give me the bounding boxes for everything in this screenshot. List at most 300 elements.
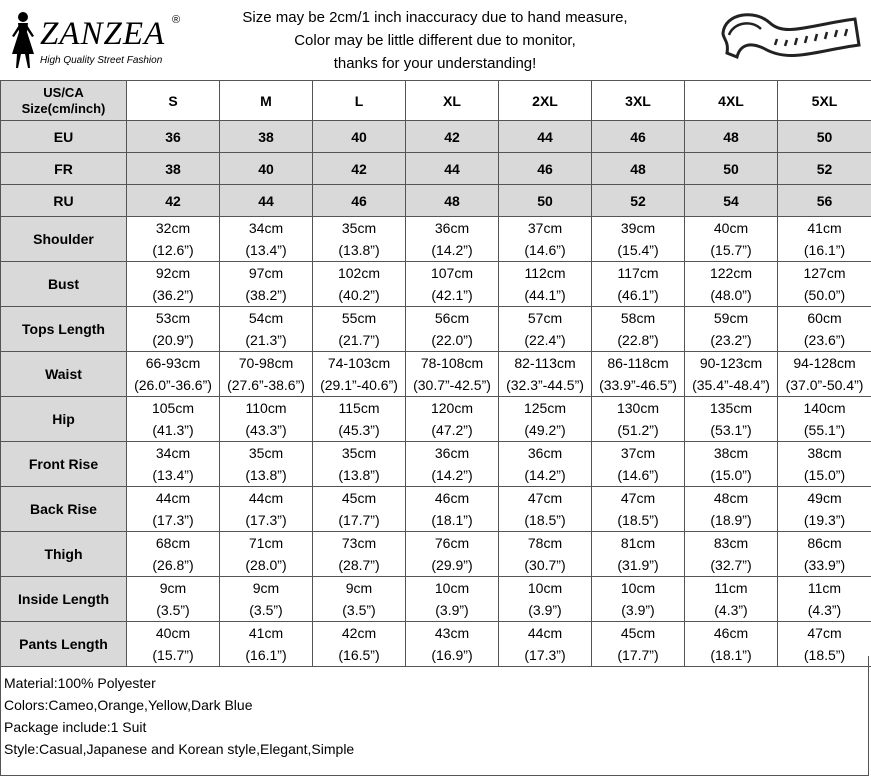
cm-value: 125cm [523,400,567,416]
conversion-cell: 52 [778,153,871,185]
cm-value: 35cm [341,220,377,236]
inch-value: (23.6”) [803,332,846,348]
cm-value: 58cm [620,310,656,326]
inch-value: (30.7”) [524,557,566,573]
cm-value: 37cm [620,445,656,461]
conversion-cell: 46 [499,153,592,185]
inch-value: (29.9”) [431,557,473,573]
inch-value: (18.5”) [617,512,659,528]
cm-value: 47cm [620,490,656,506]
conversion-cell: 42 [406,121,499,153]
cm-value: 82-113cm [514,355,576,371]
inch-value: (16.5”) [338,647,380,663]
inch-value: (46.1”) [617,287,659,303]
cm-value: 39cm [620,220,656,236]
measurement-cell [406,397,499,442]
inch-value: (17.3”) [524,647,566,663]
cm-value: 73cm [341,535,377,551]
measurement-cell [127,577,220,622]
cm-value: 34cm [155,445,191,461]
measurement-cell [127,397,220,442]
measurement-cell [499,397,592,442]
inch-value: (15.0”) [803,467,846,483]
brand-tagline: High Quality Street Fashion [40,55,163,66]
notice-line: thanks for your understanding! [333,55,537,72]
cm-value: 9cm [252,580,280,596]
inch-value: (53.1”) [710,422,752,438]
conversion-cell: 42 [127,185,220,217]
inch-value: (30.7”-42.5”) [413,377,491,393]
cm-value: 45cm [620,625,656,641]
note-line: Colors:Cameo,Orange,Yellow,Dark Blue [4,697,253,713]
cm-value: 86cm [807,535,842,551]
measurement-cell [685,352,778,397]
inch-value: (35.4”-48.4”) [692,377,770,393]
inch-value: (15.7”) [152,647,194,663]
cm-value: 59cm [713,310,749,326]
note-line: Style:Casual,Japanese and Korean style,Elegant,Simple [4,741,355,757]
inch-value: (50.0”) [803,287,846,303]
cm-value: 9cm [345,580,373,596]
inch-value: (32.3”-44.5”) [506,377,584,393]
inch-value: (27.6”-38.6”) [227,377,305,393]
row-label: Shoulder [1,217,127,262]
inch-value: (47.2”) [431,422,473,438]
measurement-cell [499,532,592,577]
measurement-cell [127,442,220,487]
measurement-cell [685,487,778,532]
cm-value: 83cm [713,535,749,551]
conversion-cell: 36 [127,121,220,153]
cm-value: 90-123cm [699,355,763,371]
cm-value: 120cm [430,400,474,416]
cm-value: 11cm [714,580,748,596]
cm-value: 54cm [248,310,284,326]
conversion-cell: 40 [220,153,313,185]
measurement-cell [499,577,592,622]
cm-value: 130cm [616,400,660,416]
cm-value: 135cm [709,400,753,416]
inch-value: (4.3”) [807,602,842,618]
measurement-cell [592,397,685,442]
cm-value: 68cm [155,535,191,551]
inch-value: (17.3”) [152,512,194,528]
inch-value: (38.2”) [245,287,287,303]
cm-value: 117cm [617,265,659,281]
conversion-cell: 50 [499,185,592,217]
brand-logo [6,6,206,72]
conversion-cell: 46 [313,185,406,217]
conversion-cell: 46 [592,121,685,153]
conversion-cell: 38 [220,121,313,153]
inch-value: (16.9”) [431,647,473,663]
inch-value: (22.8”) [617,332,659,348]
inch-value: (12.6”) [152,242,194,258]
measurement-cell [220,397,313,442]
inch-value: (23.2”) [710,332,752,348]
row-label: Inside Length [1,577,127,622]
cm-value: 60cm [807,310,842,326]
row-label: Front Rise [1,442,127,487]
cm-value: 78-108cm [420,355,484,371]
conversion-row [1,185,871,217]
row-label: Bust [1,262,127,307]
conversion-cell: 52 [592,185,685,217]
cm-value: 57cm [527,310,563,326]
conversion-cell: 54 [685,185,778,217]
measurement-cell [220,577,313,622]
inch-value: (16.1”) [245,647,287,663]
measurement-cell [406,442,499,487]
measurement-cell [685,577,778,622]
notice-line: Color may be little different due to monitor, [294,32,576,49]
measurement-cell [592,532,685,577]
corner-line: US/CA [43,84,84,100]
measurement-cell [778,577,871,622]
cm-value: 56cm [434,310,470,326]
cm-value: 110cm [245,400,287,416]
measurement-cell [313,577,406,622]
inch-value: (14.6”) [617,467,659,483]
inch-value: (43.3”) [245,422,287,438]
measurement-cell [778,442,871,487]
inch-value: (41.3”) [152,422,194,438]
measurement-cell [313,532,406,577]
inch-value: (13.8”) [338,242,380,258]
measurement-cell [592,442,685,487]
measurement-cell [685,532,778,577]
inch-value: (51.2”) [617,422,659,438]
measurement-cell [499,442,592,487]
cm-value: 40cm [155,625,191,641]
measurement-cell [685,397,778,442]
notice-text [205,6,665,75]
cm-value: 35cm [248,445,284,461]
cm-value: 38cm [807,445,842,461]
size-chart-table [0,80,871,667]
inch-value: (18.9”) [710,512,752,528]
cm-value: 49cm [807,490,842,506]
inch-value: (17.7”) [617,647,659,663]
cm-value: 140cm [803,400,846,416]
inch-value: (55.1”) [803,422,846,438]
inch-value: (28.7”) [338,557,380,573]
row-label: Hip [1,397,127,442]
inch-value: (14.2”) [431,242,473,258]
measurement-cell [499,262,592,307]
inch-value: (3.5”) [156,602,190,618]
inch-value: (3.9”) [528,602,562,618]
inch-value: (18.5”) [803,647,846,663]
inch-value: (33.9”) [803,557,846,573]
cm-value: 115cm [338,400,380,416]
inch-value: (21.3”) [245,332,287,348]
size-header: 5XL [778,81,871,121]
inch-value: (40.2”) [338,287,380,303]
size-header: XL [406,81,499,121]
header [0,0,871,80]
measurement-cell [313,487,406,532]
measurement-cell [313,262,406,307]
measurement-cell [220,352,313,397]
measurement-cell [778,307,871,352]
measurement-row [1,532,871,577]
inch-value: (15.7”) [710,242,752,258]
measurement-cell [406,532,499,577]
measurement-cell [127,487,220,532]
inch-value: (21.7”) [338,332,380,348]
note-line: Package include:1 Suit [4,719,147,735]
cm-value: 36cm [434,445,470,461]
measurement-cell [499,352,592,397]
cm-value: 41cm [248,625,284,641]
measurement-cell [499,487,592,532]
cm-value: 122cm [709,265,753,281]
inch-value: (14.6”) [524,242,566,258]
inch-value: (13.4”) [152,467,194,483]
measurement-cell [313,397,406,442]
measurement-row [1,397,871,442]
cm-value: 32cm [155,220,191,236]
cm-value: 42cm [341,625,377,641]
inch-value: (32.7”) [710,557,752,573]
inch-value: (22.4”) [524,332,566,348]
measurement-cell [592,487,685,532]
cm-value: 112cm [524,265,566,281]
cm-value: 81cm [620,535,656,551]
row-label: Waist [1,352,127,397]
inch-value: (14.2”) [431,467,473,483]
measurement-cell [220,217,313,262]
measurement-row [1,487,871,532]
cm-value: 47cm [807,625,842,641]
cm-value: 105cm [151,400,195,416]
inch-value: (17.7”) [338,512,380,528]
note-line: Material:100% Polyester [4,675,156,691]
measurement-cell [406,307,499,352]
inch-value: (42.1”) [431,287,473,303]
row-label: Thigh [1,532,127,577]
cm-value: 107cm [430,265,474,281]
conversion-cell: 44 [406,153,499,185]
cm-value: 86-118cm [607,355,669,371]
cm-value: 34cm [248,220,284,236]
inch-value: (20.9”) [152,332,194,348]
cm-value: 11cm [807,580,842,596]
cm-value: 78cm [527,535,563,551]
inch-value: (4.3”) [714,602,748,618]
measurement-cell [778,487,871,532]
measurement-cell [220,532,313,577]
conversion-cell: 50 [778,121,871,153]
cm-value: 9cm [159,580,187,596]
cm-value: 66-93cm [145,355,201,371]
cm-value: 92cm [155,265,191,281]
measurement-cell [685,217,778,262]
measurement-cell [499,217,592,262]
measurement-cell [592,217,685,262]
size-header: L [313,81,406,121]
inch-value: (18.1”) [710,647,752,663]
row-label: Pants Length [1,622,127,667]
measurement-cell [778,262,871,307]
inch-value: (14.2”) [524,467,566,483]
inch-value: (31.9”) [617,557,659,573]
inch-value: (18.1”) [431,512,473,528]
woman-silhouette-icon [8,10,38,70]
measurement-cell [220,442,313,487]
measurement-cell [778,352,871,397]
cm-value: 10cm [527,580,563,596]
row-label: EU [1,121,127,153]
measurement-cell [685,262,778,307]
registered-mark: ® [172,14,181,26]
measurement-cell [592,577,685,622]
notes-frame [0,656,869,776]
inch-value: (13.8”) [338,467,380,483]
cm-value: 44cm [155,490,191,506]
conversion-cell: 48 [592,153,685,185]
measurement-cell [127,352,220,397]
measuring-tape-icon [715,5,865,75]
cm-value: 127cm [803,265,846,281]
corner-cell [1,81,127,121]
cm-value: 40cm [713,220,749,236]
conversion-row [1,121,871,153]
measurement-cell [685,307,778,352]
measurement-cell [220,262,313,307]
notice-line: Size may be 2cm/1 inch inaccuracy due to hand measure, [242,9,628,26]
conversion-cell: 44 [499,121,592,153]
cm-value: 10cm [434,580,470,596]
measurement-cell [220,307,313,352]
measurement-cell [592,352,685,397]
inch-value: (15.0”) [710,467,752,483]
inch-value: (28.0”) [245,557,287,573]
conversion-cell: 50 [685,153,778,185]
inch-value: (13.4”) [245,242,287,258]
measurement-cell [313,217,406,262]
measurement-cell [406,352,499,397]
measurement-cell [127,307,220,352]
cm-value: 97cm [248,265,284,281]
inch-value: (16.1”) [803,242,846,258]
inch-value: (33.9”-46.5”) [599,377,677,393]
measurement-cell [778,217,871,262]
cm-value: 44cm [248,490,284,506]
inch-value: (18.5”) [524,512,566,528]
inch-value: (29.1”-40.6”) [320,377,398,393]
cm-value: 47cm [527,490,563,506]
cm-value: 10cm [620,580,656,596]
cm-value: 70-98cm [238,355,294,371]
conversion-cell: 48 [685,121,778,153]
inch-value: (3.5”) [249,602,283,618]
inch-value: (44.1”) [524,287,566,303]
cm-value: 46cm [434,490,470,506]
cm-value: 55cm [341,310,377,326]
measurement-cell [592,262,685,307]
inch-value: (37.0”-50.4”) [785,377,864,393]
cm-value: 46cm [713,625,749,641]
measurement-row [1,262,871,307]
inch-value: (45.3”) [338,422,380,438]
measurement-cell [592,307,685,352]
size-header: 3XL [592,81,685,121]
cm-value: 36cm [434,220,470,236]
measurement-cell [499,307,592,352]
size-header: 2XL [499,81,592,121]
measurement-cell [220,487,313,532]
cm-value: 35cm [341,445,377,461]
measurement-cell [778,397,871,442]
conversion-row [1,153,871,185]
cm-value: 44cm [527,625,563,641]
measurement-cell [127,532,220,577]
cm-value: 41cm [807,220,842,236]
measurement-cell [313,307,406,352]
cm-value: 38cm [713,445,749,461]
cm-value: 48cm [713,490,749,506]
cm-value: 102cm [337,265,381,281]
cm-value: 74-103cm [327,355,391,371]
inch-value: (3.9”) [621,602,655,618]
inch-value: (36.2”) [152,287,194,303]
measurement-row [1,352,871,397]
measurement-cell [406,262,499,307]
cm-value: 76cm [434,535,470,551]
cm-value: 43cm [434,625,470,641]
row-label: FR [1,153,127,185]
conversion-cell: 38 [127,153,220,185]
row-label: Tops Length [1,307,127,352]
cm-value: 45cm [341,490,377,506]
measurement-row [1,442,871,487]
conversion-cell: 40 [313,121,406,153]
inch-value: (3.5”) [342,602,376,618]
row-label: Back Rise [1,487,127,532]
measurement-cell [313,442,406,487]
measurement-cell [127,262,220,307]
size-header: M [220,81,313,121]
size-header-row [1,81,871,121]
conversion-cell: 48 [406,185,499,217]
cm-value: 37cm [527,220,563,236]
inch-value: (17.3”) [245,512,287,528]
cm-value: 71cm [248,535,284,551]
inch-value: (13.8”) [245,467,287,483]
cm-value: 53cm [155,310,191,326]
brand-name: ZANZEA [40,16,166,52]
size-header: S [127,81,220,121]
conversion-cell: 44 [220,185,313,217]
inch-value: (3.9”) [435,602,469,618]
measurement-row [1,307,871,352]
inch-value: (48.0”) [710,287,752,303]
measurement-cell [313,352,406,397]
measurement-cell [406,487,499,532]
conversion-cell: 56 [778,185,871,217]
measurement-cell [127,217,220,262]
inch-value: (26.0”-36.6”) [134,377,212,393]
cm-value: 94-128cm [793,355,856,371]
measurement-row [1,217,871,262]
cm-value: 36cm [527,445,563,461]
measurement-cell [778,532,871,577]
size-header: 4XL [685,81,778,121]
inch-value: (19.3”) [803,512,846,528]
measurement-row [1,577,871,622]
